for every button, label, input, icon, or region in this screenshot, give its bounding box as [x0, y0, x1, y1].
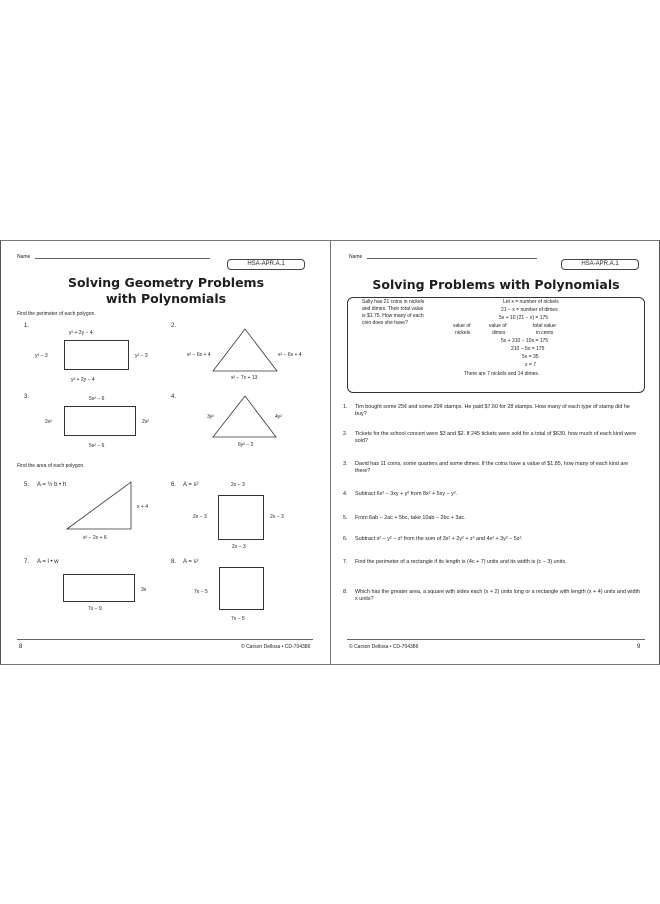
- name-label: Name: [349, 254, 363, 260]
- label-bottom: x² − 2x + 6: [83, 535, 107, 541]
- question-number: 2.: [343, 431, 348, 437]
- problem-number: 6.: [171, 482, 177, 488]
- label-right: y² − 3: [135, 353, 148, 359]
- example-label: in cents: [536, 330, 554, 336]
- perimeter-instruction: Find the perimeter of each polygon.: [17, 311, 96, 317]
- label-bottom: 2x − 3: [232, 544, 246, 550]
- question-number: 5.: [343, 515, 348, 521]
- example-answer: There are 7 nickels and 14 dimes.: [464, 371, 540, 377]
- label-left: y² − 3: [35, 353, 48, 359]
- label-right: 4y²: [275, 414, 282, 420]
- example-problem-line: coin does she have?: [362, 320, 408, 326]
- example-problem-line: is $1.75. How many of each: [362, 313, 424, 319]
- label-bottom: 5x² − 6: [89, 443, 105, 449]
- problem-number: 8.: [171, 559, 177, 565]
- question-text: Subtract x² − y² − z² from the sum of 3x² + 2y² + z² and 4x² + 3y² − 5z².: [355, 536, 523, 542]
- question: [343, 559, 643, 566]
- name-line: [367, 258, 537, 259]
- label-side: x + 4: [137, 504, 148, 510]
- example-label: value of: [489, 323, 507, 329]
- problem-number: 4.: [171, 394, 177, 400]
- copyright: © Carson Dellosa • CD-704386: [241, 644, 311, 650]
- label-bottom: y² + 2y − 4: [71, 377, 95, 383]
- question-number: 1.: [343, 404, 348, 410]
- label-right: 2x − 3: [270, 514, 284, 520]
- label-left: x² − 6x + 4: [187, 352, 211, 358]
- label-right: x² − 6x + 4: [278, 352, 302, 358]
- example-equation: 5x + 10 (21 − x) = 175: [499, 315, 549, 321]
- area-formula: A = ½ b • h: [37, 482, 67, 488]
- square-shape: [218, 495, 264, 540]
- label-bottom: 7x − 9: [88, 606, 102, 612]
- label-left: 3y²: [207, 414, 214, 420]
- question: [343, 431, 643, 445]
- footer-rule: [347, 639, 645, 640]
- question: [343, 536, 643, 543]
- example-step: 210 − 5x = 175: [511, 346, 545, 352]
- label-bottom: x² − 7x + 13: [231, 375, 258, 381]
- label-top: 5x² − 6: [89, 396, 105, 402]
- question: [343, 404, 643, 418]
- question-text: From 6ab − 2ac + 5bc, take 10ab − 2bc + 3ac.: [355, 515, 466, 521]
- square-shape: [219, 567, 264, 610]
- question-text: Tickets for the school concert were $3 and $2. If 245 tickets were sold for a total of $630, how much of each kind were sold?: [355, 431, 637, 444]
- example-step: 5x + 210 − 10x = 175: [501, 338, 549, 344]
- problem-number: 1.: [24, 323, 30, 329]
- label-left: 2x − 3: [193, 514, 207, 520]
- problem-number: 2.: [171, 323, 177, 329]
- question-number: 3.: [343, 461, 348, 467]
- question-number: 6.: [343, 536, 348, 542]
- label-left: 2x²: [45, 419, 52, 425]
- standard-badge: HSA-APR.A.1: [561, 259, 639, 270]
- question-text: Tim bought some 25¢ and some 29¢ stamps. He paid $7.60 for 28 stamps. How many of each type of stamp did he buy?: [355, 404, 630, 417]
- question-text: Find the perimeter of a rectangle if its length is (4c + 7) units and its width is (c − 3) units.: [355, 559, 567, 565]
- page-title-line2: with Polynomials: [105, 291, 227, 306]
- area-formula: A = s²: [183, 559, 199, 565]
- name-label: Name: [17, 254, 31, 260]
- page-number: 9: [637, 644, 641, 650]
- label-bottom: 7x − 5: [231, 616, 245, 622]
- example-problem-line: and dimes. Their total value: [362, 306, 424, 312]
- question-number: 8.: [343, 589, 348, 595]
- standard-badge: HSA-APR.A.1: [227, 259, 305, 270]
- question: [343, 589, 643, 603]
- page-number: 8: [19, 644, 23, 650]
- label-bottom: 6y² − 2: [238, 442, 254, 448]
- example-let: 21 − x = number of dimes: [501, 307, 558, 313]
- example-step: x = 7: [525, 362, 536, 368]
- area-instruction: Find the area of each polygon.: [17, 463, 85, 469]
- example-label: value of: [453, 323, 471, 329]
- question-text: David has 11 coins, some quarters and some dimes. If the coins have a value of $1.85, how many of each kind are there?: [355, 461, 629, 474]
- question-number: 4.: [343, 491, 348, 497]
- copyright: © Carson Dellosa • CD-704386: [349, 644, 419, 650]
- page-title: Solving Problems with Polynomials: [372, 277, 620, 292]
- question-number: 7.: [343, 559, 348, 565]
- label-top: y² + 2y − 4: [69, 330, 93, 336]
- label-right: 2x²: [142, 419, 149, 425]
- question-text: Which has the greater area, a square with sides each (x + 2) units long or a rectangle with length (x + 4) units and width x units?: [355, 589, 640, 602]
- label-top: 2x − 3: [231, 482, 245, 488]
- area-formula: A = s²: [183, 482, 199, 488]
- problem-number: 5.: [24, 482, 30, 488]
- problem-number: 7.: [24, 559, 30, 565]
- label-left: 7x − 5: [194, 589, 208, 595]
- question: [343, 515, 643, 522]
- example-label: nickels: [455, 330, 471, 336]
- right-triangle-shape: [1, 241, 331, 666]
- page-title: Solving Geometry Problems: [67, 275, 265, 290]
- label-right: 3x: [141, 587, 147, 593]
- book-spread: [0, 240, 660, 665]
- problem-number: 3.: [24, 394, 30, 400]
- question: [343, 461, 643, 475]
- example-label: total value: [533, 323, 556, 329]
- footer-rule: [17, 639, 313, 640]
- area-formula: A = l • w: [37, 559, 59, 565]
- right-page: [330, 240, 660, 665]
- question: [343, 491, 643, 498]
- question-text: Subtract 6x² − 3xy + y² from 8x² + 5xy − y².: [355, 491, 458, 497]
- rectangle-shape: [63, 574, 135, 602]
- example-step: 5x = 35: [522, 354, 539, 360]
- example-problem-line: Sally has 21 coins in nickels: [362, 299, 425, 305]
- example-label: dimes: [492, 330, 506, 336]
- example-let: Let x = number of nickels: [503, 299, 559, 305]
- left-page: [0, 240, 330, 665]
